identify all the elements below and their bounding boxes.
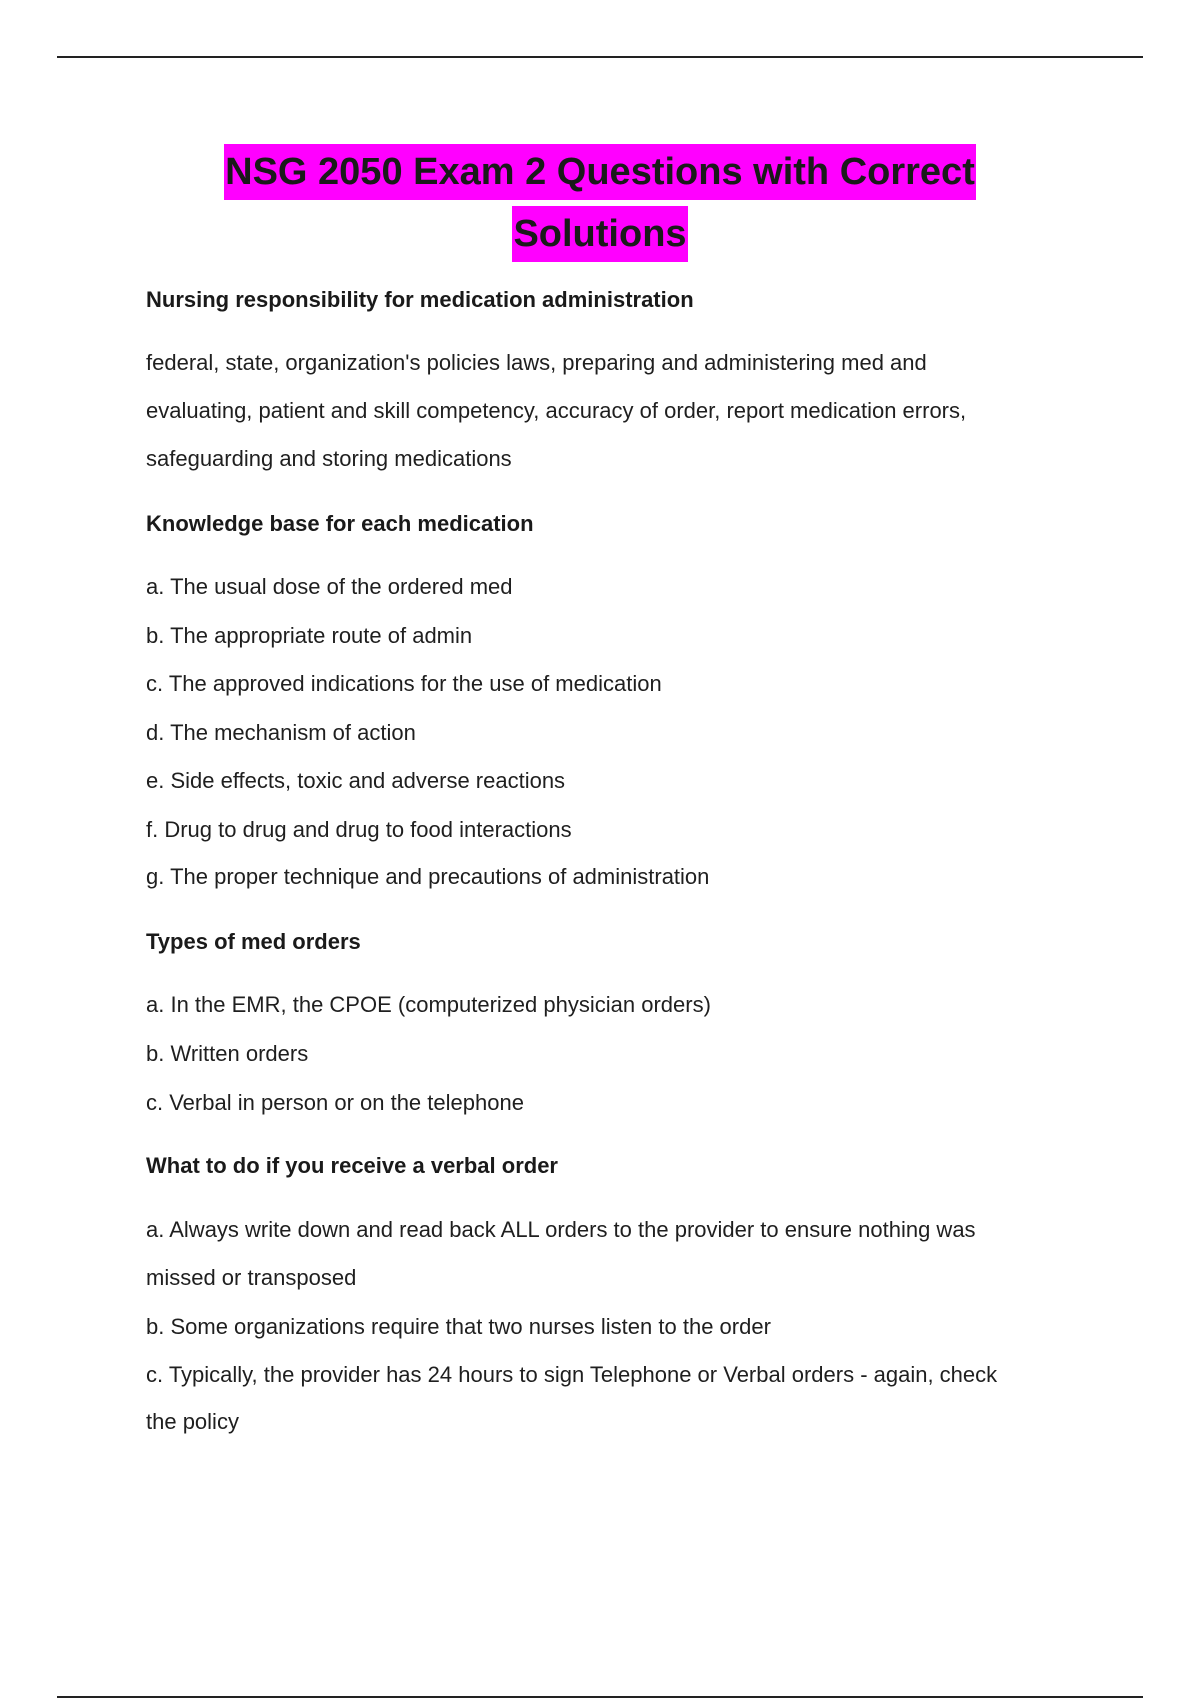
question-heading: What to do if you receive a verbal order — [146, 1153, 558, 1178]
document-title — [0, 144, 1200, 268]
answer-line: a. Always write down and read back ALL orders to the provider to ensure nothing was — [146, 1217, 976, 1242]
answer-line: evaluating, patient and skill competency, accuracy of order, report medication errors, — [146, 398, 967, 423]
answer-line: federal, state, organization's policies laws, preparing and administering med and — [146, 350, 927, 375]
answer-line: d. The mechanism of action — [146, 720, 416, 745]
answer-line: c. Verbal in person or on the telephone — [146, 1090, 524, 1115]
bottom-rule — [57, 1696, 1143, 1698]
answer-line: e. Side effects, toxic and adverse reactions — [146, 768, 566, 793]
answer-line: b. Written orders — [146, 1041, 309, 1066]
question-heading: Types of med orders — [146, 929, 361, 954]
answer-line: f. Drug to drug and drug to food interactions — [146, 817, 572, 842]
top-rule — [57, 56, 1143, 58]
answer-line: b. Some organizations require that two nurses listen to the order — [146, 1314, 771, 1339]
question-heading: Nursing responsibility for medication administration — [146, 287, 694, 312]
answer-line: b. The appropriate route of admin — [146, 623, 473, 648]
answer-line: c. The approved indications for the use of medication — [146, 671, 662, 696]
title-line-1: NSG 2050 Exam 2 Questions with Correct — [224, 144, 976, 200]
answer-line: a. In the EMR, the CPOE (computerized physician orders) — [146, 992, 711, 1017]
answer-line: missed or transposed — [146, 1265, 357, 1290]
question-heading: Knowledge base for each medication — [146, 511, 534, 536]
answer-line: g. The proper technique and precautions of administration — [146, 864, 710, 889]
answer-line: c. Typically, the provider has 24 hours to sign Telephone or Verbal orders - again, check — [146, 1362, 998, 1387]
answer-line: the policy — [146, 1409, 239, 1434]
answer-line: safeguarding and storing medications — [146, 446, 512, 471]
title-line-2: Solutions — [512, 206, 687, 262]
answer-line: a. The usual dose of the ordered med — [146, 574, 513, 599]
